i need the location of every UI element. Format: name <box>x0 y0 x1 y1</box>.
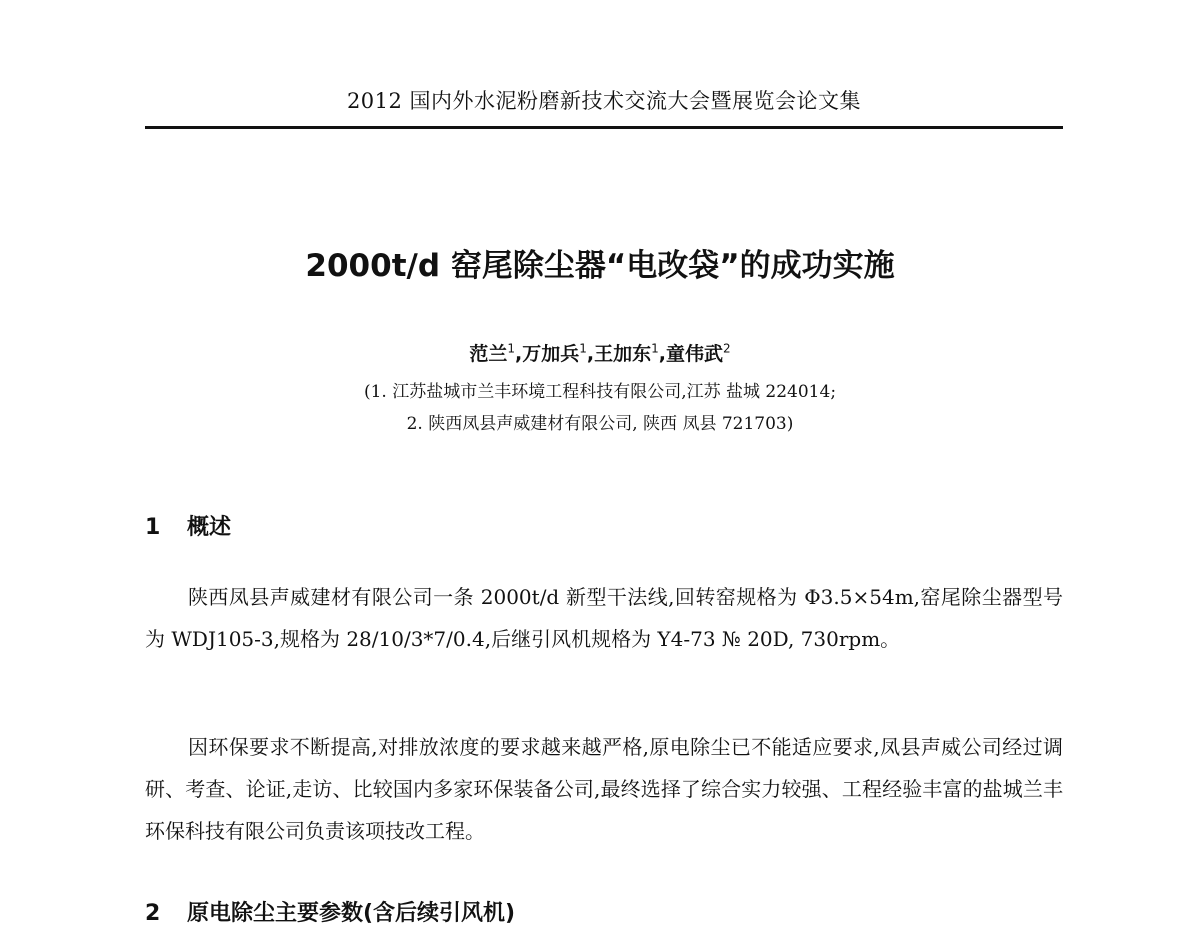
author-affiliation-mark: 1 <box>507 341 516 356</box>
affiliation-line: 2. 陕西凤县声威建材有限公司, 陕西 凤县 721703) <box>406 414 794 434</box>
body-paragraph: 陕西凤县声威建材有限公司一条 2000t/d 新型干法线,回转窑规格为 Φ3.5×54m,窑尾除尘器型号为 WDJ105-3,规格为 28/10/3*7/0.4,后继引风机规格为 Y4-73 № 20D, 730rpm。 <box>145 585 1063 651</box>
author-name: 范兰 <box>469 343 508 365</box>
running-header: 2012 国内外水泥粉磨新技术交流大会暨展览会论文集 <box>346 89 862 113</box>
section-number: 2 <box>145 901 161 926</box>
author-separator: , <box>658 343 666 365</box>
author-list <box>0 340 1200 368</box>
section-title: 概述 <box>187 515 232 540</box>
header-rule <box>145 126 1063 129</box>
author-affiliation-mark: 2 <box>723 341 731 356</box>
author-affiliation-mark: 1 <box>651 341 659 356</box>
section-heading <box>145 512 231 544</box>
author-separator: , <box>586 343 595 365</box>
author-name: 万加兵 <box>522 343 580 365</box>
paper-title: 2000t/d 窑尾除尘器“电改袋”的成功实施 <box>305 248 895 284</box>
author-separator: , <box>515 343 523 365</box>
affiliation-line: (1. 江苏盐城市兰丰环境工程科技有限公司,江苏 盐城 224014; <box>363 382 837 402</box>
author-name: 童伟武 <box>665 343 723 365</box>
section-number: 1 <box>145 515 161 540</box>
section-heading <box>145 898 515 930</box>
author-name: 王加东 <box>594 343 652 365</box>
section-title: 原电除尘主要参数(含后续引风机) <box>187 901 516 926</box>
author-affiliation-mark: 1 <box>579 341 587 356</box>
body-paragraph: 因环保要求不断提高,对排放浓度的要求越来越严格,原电除尘已不能适应要求,凤县声威公司经过调研、考查、论证,走访、比较国内多家环保装备公司,最终选择了综合实力较强、工程经验丰富的盐城兰丰环保科技有限公司负责该项技改工程。 <box>145 735 1063 843</box>
